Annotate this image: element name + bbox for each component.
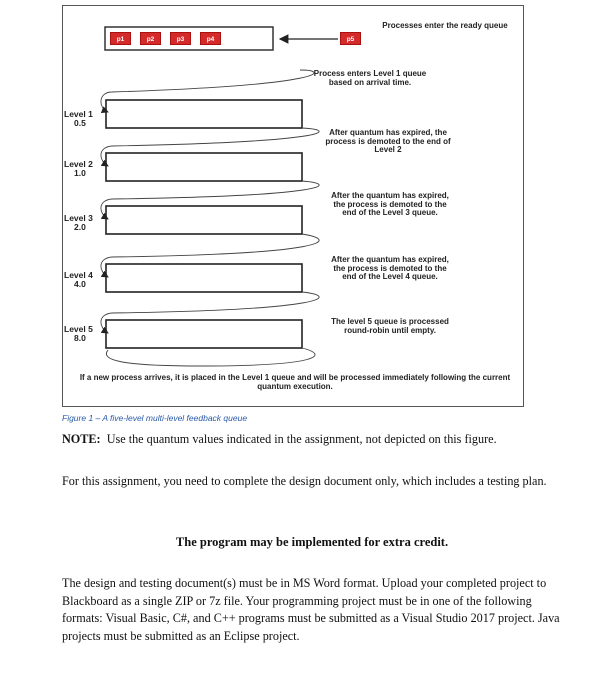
demote-2-3-curve [101,181,319,219]
process-p3: p3 [170,32,191,45]
process-p2: p2 [140,32,161,45]
level-1-label: Level 1 0.5 [64,109,93,128]
level-4-label: Level 4 4.0 [64,270,93,289]
level-2-label: Level 2 1.0 [64,159,93,178]
level-4-queue [106,264,302,292]
level5-note: The level 5 queue is processed round-robin until empty. [331,317,449,335]
enter-level1-note: Process enters Level 1 queue based on arrival time. [313,69,427,87]
process-p4: p4 [200,32,221,45]
process-p5: p5 [340,32,361,45]
demote-note-3: After the quantum has expired, the process is demoted to the end of the Level 4 queue. [331,255,449,281]
note-text: Use the quantum values indicated in the assignment, not depicted on this figure. [106,432,497,446]
level-3-label: Level 3 2.0 [64,213,93,232]
level-3-queue [106,206,302,234]
demote-note-2: After the quantum has expired, the process is demoted to the end of the Level 3 queue. [331,191,449,217]
demote-1-2-curve [101,128,319,166]
paragraph-1: For this assignment, you need to complete the design document only, which includes a testing plan. [62,474,547,488]
level-2-queue [106,153,302,181]
demote-3-4-curve [101,234,319,277]
process-p1: p1 [110,32,131,45]
figure-caption: Figure 1 – A five-level multi-level feedback queue [62,413,248,423]
note-paragraph [62,431,562,449]
round-robin-loop [106,348,315,366]
note-label: NOTE: [62,432,101,446]
demote-note-1: After quantum has expired, the process is demoted to the end of Level 2 [325,128,451,154]
enter-level1-curve [101,70,314,112]
level-5-queue [106,320,302,348]
level-1-queue [106,100,302,128]
paragraph-2: The design and testing document(s) must be in MS Word format. Upload your completed project to Blackboard as a single ZIP or 7z file. Your programming project must be in one of the following formats: Visual Basic, C#, and C++ programs must be submitted as a Visual Studio 2017 project. Java projects must be submitted as an Eclipse project. [62,576,560,643]
level-5-label: Level 5 8.0 [64,324,93,343]
demote-4-5-curve [101,292,319,333]
bottom-note: If a new process arrives, it is placed in the Level 1 queue and will be processed immediately following the current quantum execution. [79,373,511,391]
ready-queue-note: Processes enter the ready queue [382,21,508,30]
extra-credit-heading: The program may be implemented for extra credit. [175,535,449,549]
